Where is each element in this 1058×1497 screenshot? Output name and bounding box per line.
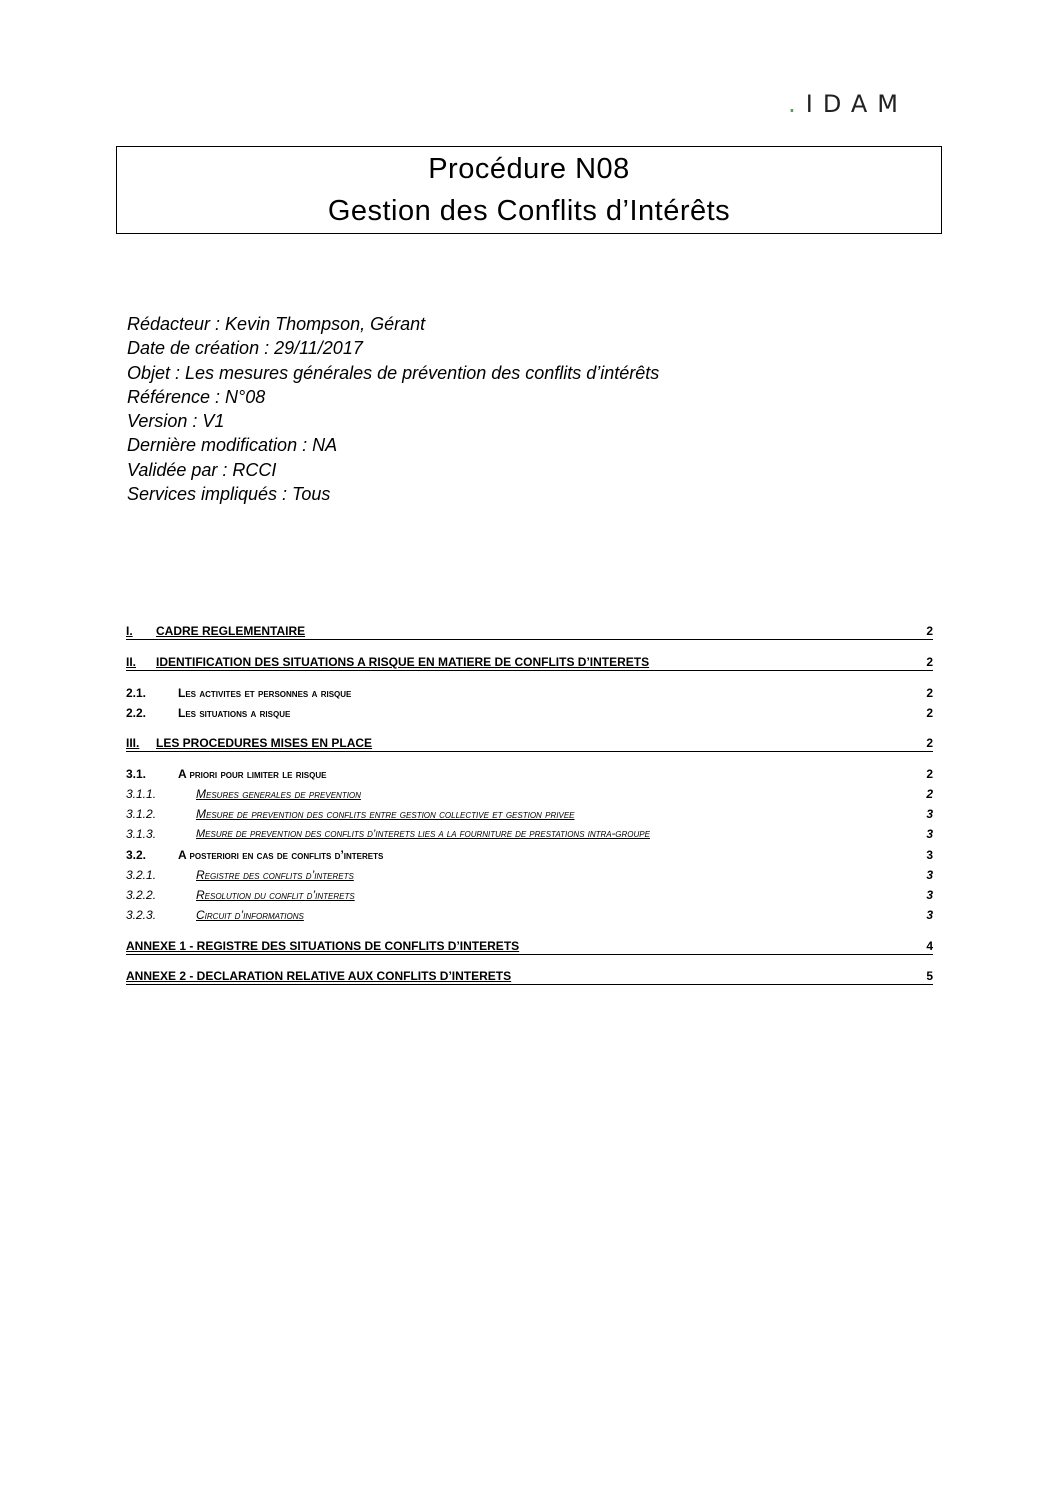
toc-page: 5 — [926, 969, 933, 983]
meta-subject: Objet : Les mesures générales de prévention des conflits d’intérêts — [127, 362, 660, 383]
toc-entry-3-2[interactable] — [126, 846, 933, 864]
toc-page: 2 — [926, 736, 933, 750]
title-box — [116, 146, 942, 234]
toc-number: III. — [126, 736, 140, 750]
toc-label: A priori pour limiter le risque — [178, 767, 327, 781]
logo-dot: . — [788, 90, 806, 118]
toc-number: 3.1.2. — [126, 807, 157, 821]
toc-page: 3 — [926, 827, 933, 841]
meta-creation-date: Date de création : 29/11/2017 — [127, 338, 363, 359]
toc-label: Resolution du conflit d’interets — [196, 888, 355, 902]
toc-page: 3 — [926, 848, 933, 862]
meta-services: Services impliqués : Tous — [127, 484, 331, 505]
toc-page: 2 — [926, 787, 933, 801]
toc-number: 3.1.3. — [126, 827, 157, 841]
toc-page: 3 — [926, 868, 933, 882]
toc-number: II. — [126, 655, 137, 669]
toc-number: 3.2.2. — [126, 888, 157, 902]
toc-label: Mesure de prevention des conflits d’interets lies a la fourniture de prestations intra-groupe — [196, 828, 650, 840]
toc-label: Mesures generales de prevention — [196, 787, 361, 801]
meta-last-modified: Dernière modification : NA — [127, 435, 338, 456]
meta-validated-by: Validée par : RCCI — [127, 459, 277, 480]
toc-label: Mesure de prevention des conflits entre gestion collective et gestion privee — [196, 807, 575, 821]
toc-number: 3.2.1. — [126, 868, 157, 882]
toc-number: 3.1.1. — [126, 787, 157, 801]
toc-label: ANNEXE 1 - REGISTRE DES SITUATIONS DE CONFLITS D’INTERETS — [126, 939, 520, 953]
toc-entry-3-1-3[interactable] — [126, 825, 933, 843]
toc-number: 3.1. — [126, 767, 147, 781]
document-metadata — [127, 312, 659, 506]
toc-entry-3-2-1[interactable] — [126, 866, 933, 884]
toc-page: 2 — [926, 767, 933, 781]
toc-page: 2 — [926, 624, 933, 638]
toc-label: LES PROCEDURES MISES EN PLACE — [156, 736, 373, 750]
toc-entry-2[interactable] — [126, 653, 933, 671]
toc-number: I. — [126, 624, 133, 638]
meta-reference: Référence : N°08 — [127, 386, 266, 407]
toc-entry-3-1-1[interactable] — [126, 785, 933, 803]
procedure-number: Procédure N08 — [428, 153, 630, 185]
company-logo — [788, 90, 908, 118]
toc-entry-3[interactable] — [126, 734, 933, 752]
toc-number: 3.2. — [126, 848, 147, 862]
toc-label: IDENTIFICATION DES SITUATIONS A RISQUE EN MATIERE DE CONFLITS D’INTERETS — [156, 655, 650, 669]
meta-version: Version : V1 — [127, 411, 225, 432]
toc-label: Les activites et personnes a risque — [178, 686, 352, 700]
toc-page: 2 — [926, 655, 933, 669]
toc-entry-annexe-2[interactable] — [126, 967, 933, 985]
toc-label: ANNEXE 2 - DECLARATION RELATIVE AUX CONFLITS D’INTERETS — [126, 969, 512, 983]
logo-text: IDAM — [805, 90, 908, 118]
toc-label: Les situations a risque — [178, 706, 291, 720]
toc-label: A posteriori en cas de conflits d’interets — [178, 848, 384, 862]
toc-label: Circuit d’informations — [196, 908, 304, 922]
toc-page: 3 — [926, 807, 933, 821]
toc-page: 2 — [926, 706, 933, 720]
toc-label: CADRE REGLEMENTAIRE — [156, 624, 306, 638]
meta-author: Rédacteur : Kevin Thompson, Gérant — [127, 314, 426, 334]
toc-entry-3-2-3[interactable] — [126, 906, 933, 924]
toc-entry-1[interactable] — [126, 622, 933, 640]
procedure-title: Gestion des Conflits d’Intérêts — [327, 195, 731, 227]
toc-page: 4 — [926, 939, 933, 953]
toc-page: 2 — [926, 686, 933, 700]
toc-entry-3-1-2[interactable] — [126, 805, 933, 823]
toc-entry-3-2-2[interactable] — [126, 886, 933, 904]
toc-number: 2.1. — [126, 686, 147, 700]
toc-entry-3-1[interactable] — [126, 765, 933, 783]
toc-page: 3 — [926, 908, 933, 922]
toc-label: Registre des conflits d’interets — [196, 868, 354, 882]
toc-number: 3.2.3. — [126, 908, 157, 922]
toc-page: 3 — [926, 888, 933, 902]
toc-number: 2.2. — [126, 706, 147, 720]
toc-entry-annexe-1[interactable] — [126, 937, 933, 955]
toc-entry-2-1[interactable] — [126, 684, 933, 702]
toc-entry-2-2[interactable] — [126, 704, 933, 722]
